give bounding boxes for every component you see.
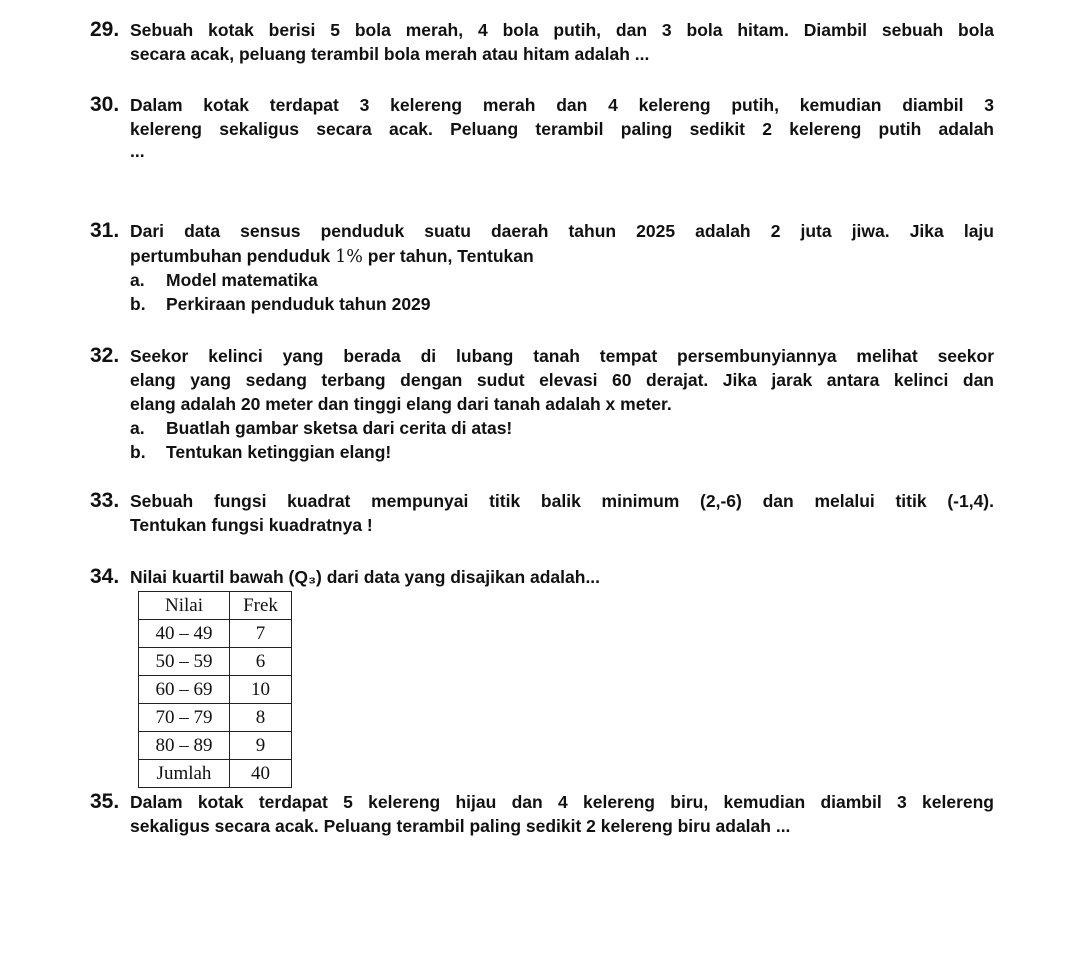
table-header-row <box>139 592 292 620</box>
question-text-line: Seekor kelinci yang berada di lubang tanah tempat persembunyiannya melihat seekor <box>130 346 994 366</box>
table-cell: 8 <box>230 704 292 732</box>
table-row <box>139 676 292 704</box>
table-total-row <box>139 760 292 788</box>
table-row <box>139 648 292 676</box>
table-row <box>139 732 292 760</box>
text-segment: pertumbuhan penduduk <box>130 246 336 266</box>
subitem-text: Tentukan ketinggian elang! <box>166 442 392 462</box>
subitem-mark: a. <box>130 270 145 290</box>
question-number: 34. <box>90 565 120 588</box>
frequency-table <box>138 591 292 788</box>
subitem-text: Model matematika <box>166 270 318 290</box>
question-text-line: ... <box>130 141 145 161</box>
table-cell: 50 – 59 <box>139 648 230 676</box>
question-text-line: sekaligus secara acak. Peluang terambil paling sedikit 2 kelereng biru adalah ... <box>130 816 791 836</box>
text-segment: per tahun, Tentukan <box>362 246 534 266</box>
question-text-line: Sebuah kotak berisi 5 bola merah, 4 bola putih, dan 3 bola hitam. Diambil sebuah bola <box>130 20 994 40</box>
table-cell: 7 <box>230 620 292 648</box>
table-row <box>139 704 292 732</box>
subitem-mark: b. <box>130 294 146 314</box>
question-text-line: kelereng sekaligus secara acak. Peluang terambil paling sedikit 2 kelereng putih adalah <box>130 119 994 139</box>
table-cell: 40 <box>230 760 292 788</box>
question-number: 33. <box>90 489 120 512</box>
subitem-mark: b. <box>130 442 146 462</box>
question-number: 30. <box>90 93 120 116</box>
table-cell: 9 <box>230 732 292 760</box>
question-number: 31. <box>90 219 120 242</box>
table-cell: 80 – 89 <box>139 732 230 760</box>
percent-value: 1% <box>335 247 363 267</box>
table-cell: 6 <box>230 648 292 676</box>
question-text-line: secara acak, peluang terambil bola merah atau hitam adalah ... <box>130 44 650 64</box>
table-cell: 70 – 79 <box>139 704 230 732</box>
question-number: 29. <box>90 18 120 41</box>
table-cell: 40 – 49 <box>139 620 230 648</box>
question-text-line: Dalam kotak terdapat 5 kelereng hijau dan 4 kelereng biru, kemudian diambil 3 kelereng <box>130 792 994 812</box>
subitem-text: Perkiraan penduduk tahun 2029 <box>166 294 431 314</box>
table-header: Frek <box>230 592 292 620</box>
question-text-line: elang adalah 20 meter dan tinggi elang dari tanah adalah x meter. <box>130 394 672 414</box>
question-text-line: Dari data sensus penduduk suatu daerah tahun 2025 adalah 2 juta jiwa. Jika laju <box>130 221 994 241</box>
table-header: Nilai <box>139 592 230 620</box>
question-text-line <box>130 244 994 269</box>
question-text-line: Dalam kotak terdapat 3 kelereng merah dan 4 kelereng putih, kemudian diambil 3 <box>130 95 994 115</box>
table-cell: 60 – 69 <box>139 676 230 704</box>
subitem-mark: a. <box>130 418 145 438</box>
question-text-line: Tentukan fungsi kuadratnya ! <box>130 515 373 535</box>
question-number: 32. <box>90 344 120 367</box>
subitem-text: Buatlah gambar sketsa dari cerita di atas! <box>166 418 513 438</box>
table-row <box>139 620 292 648</box>
table-cell: Jumlah <box>139 760 230 788</box>
question-number: 35. <box>90 790 120 813</box>
question-text-line: elang yang sedang terbang dengan sudut elevasi 60 derajat. Jika jarak antara kelinci dan <box>130 370 994 390</box>
table-cell: 10 <box>230 676 292 704</box>
question-text-line: Nilai kuartil bawah (Q₃) dari data yang disajikan adalah... <box>130 567 601 587</box>
question-text-line: Sebuah fungsi kuadrat mempunyai titik balik minimum (2,-6) dan melalui titik (-1,4). <box>130 491 994 511</box>
